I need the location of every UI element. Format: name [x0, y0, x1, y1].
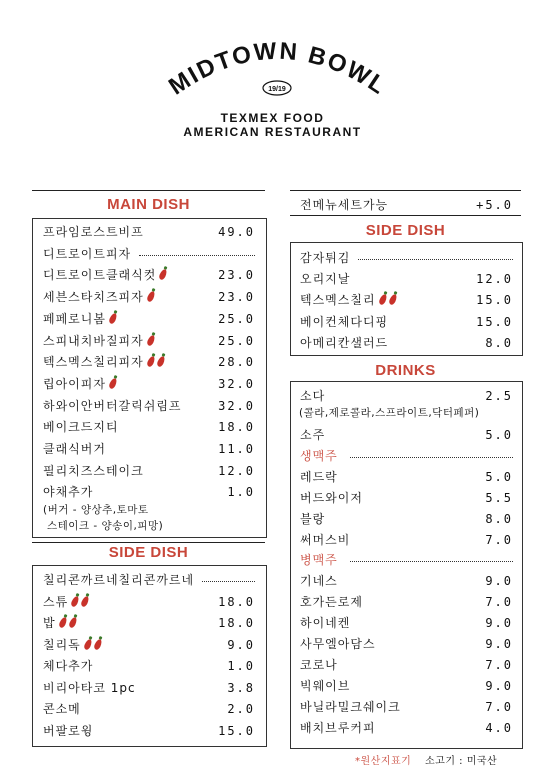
menu-item-price: 3.8: [227, 680, 255, 695]
menu-item-name: 야채추가: [43, 485, 94, 500]
menu-item-price: 1.0: [227, 659, 255, 673]
menu-item: [300, 720, 513, 736]
menu-item-name: 감자튀김: [300, 251, 351, 265]
chili-icon: [108, 377, 118, 390]
menu-item-price: 9.0: [485, 679, 513, 693]
menu-item-price: 15.0: [218, 723, 255, 738]
menu-item: [300, 469, 513, 485]
menu-item: [43, 224, 255, 240]
menu-item: [43, 463, 255, 479]
chili-icon: [378, 294, 388, 307]
menu-item-price: 15.0: [476, 293, 513, 308]
menu-item: [43, 680, 255, 696]
menu-item: [43, 723, 255, 739]
menu-item: [300, 573, 513, 589]
menu-item-price: 9.0: [485, 574, 513, 588]
menu-item-name: 아메리칸샐러드: [300, 335, 389, 350]
menu-item-price: 12.0: [476, 272, 513, 287]
logo-badge: 19/19: [268, 86, 286, 93]
menu-item: [300, 292, 513, 308]
menu-item-price: 9.0: [485, 637, 513, 651]
menu-item-name: 세븐스타치즈피자: [43, 289, 154, 305]
soju-price: 5.0: [485, 428, 513, 442]
menu-item-price: 15.0: [476, 314, 513, 329]
menu-item-price: 1.0: [227, 485, 255, 500]
menu-item: [300, 335, 513, 351]
logo: [0, 0, 545, 150]
menu-item-price: 9.0: [485, 616, 513, 630]
soda-name: 소다: [300, 389, 326, 403]
menu-item-price: 8.0: [485, 335, 513, 350]
menu-item: [43, 441, 255, 457]
bottle-beer-header: [300, 552, 513, 568]
chili-icon: [93, 638, 103, 651]
chili-icon: [68, 616, 78, 629]
side-dish-left-rule: [32, 542, 265, 543]
menu-item-name: 호가든로제: [300, 595, 363, 609]
menu-item: [43, 572, 255, 588]
drinks-title: DRINKS: [375, 362, 436, 379]
menu-item-price: 8.0: [485, 512, 513, 526]
menu-item: [300, 657, 513, 673]
menu-item-name: 디트로이트클래식컷: [43, 267, 166, 283]
leader-dots: [202, 572, 255, 582]
side-dish-left-title: SIDE DISH: [108, 544, 189, 561]
menu-item-price: 7.0: [485, 533, 513, 547]
menu-item-name: 텍스멕스칠리피자: [43, 354, 164, 370]
menu-item-name: 필리치즈스테이크: [43, 463, 144, 478]
set-price: +5.0: [476, 198, 513, 212]
soda-price: 2.5: [485, 389, 513, 403]
menu-item-price: 25.0: [218, 311, 255, 326]
menu-item: [43, 376, 255, 392]
soju-name: 소주: [300, 428, 326, 442]
menu-item-name: 페페로니봄: [43, 311, 116, 327]
origin-text: 소고기 : 미국산: [425, 756, 498, 767]
menu-item: [43, 398, 255, 414]
drinks-soda: [300, 388, 513, 404]
menu-item-name: 베이컨체다디핑: [300, 314, 389, 329]
menu-item-name: 블랑: [300, 512, 326, 526]
menu-item-price: 7.0: [485, 700, 513, 714]
origin-footer: [355, 752, 497, 767]
side-dish-left-box: [32, 565, 267, 747]
menu-item-name: 베이크드지티: [43, 420, 119, 435]
soda-note: (콜라,제로콜라,스프라이트,닥터페퍼): [299, 407, 480, 419]
leader-dots: [358, 250, 513, 260]
menu-item-name: 버팔로윙: [43, 723, 94, 738]
menu-item: [300, 615, 513, 631]
menu-item-name: 텍스멕스칠리: [300, 292, 396, 308]
chili-icon: [156, 355, 166, 368]
set-rule-top: [290, 190, 521, 191]
menu-item: [43, 658, 255, 674]
menu-item: [300, 271, 513, 287]
menu-item: [300, 636, 513, 652]
menu-item-name: 밥: [43, 615, 76, 631]
draft-beer-label: 생맥주: [300, 449, 338, 463]
menu-item-name: 빅웨이브: [300, 679, 351, 693]
menu-item: [300, 678, 513, 694]
chili-icon: [83, 638, 93, 651]
set-rule-bottom: [290, 215, 521, 216]
menu-item-price: 32.0: [218, 376, 255, 391]
set-line: [300, 197, 513, 213]
main-dish-note-2: 스테이크 - 양송이,피망): [47, 520, 164, 532]
menu-item: [300, 511, 513, 527]
menu-item-price: 25.0: [218, 333, 255, 348]
menu-item: [43, 267, 255, 283]
menu-item: [43, 333, 255, 349]
chili-icon: [58, 616, 68, 629]
menu-item-price: 32.0: [218, 398, 255, 413]
menu-item-name: 써머스비: [300, 533, 351, 547]
main-dish-note-1: (버거 - 양상추,토마토: [43, 504, 149, 516]
menu-item: [43, 354, 255, 370]
menu-item-price: 12.0: [218, 463, 255, 478]
menu-item: [300, 490, 513, 506]
menu-item-name: 하와이안버터갈릭쉬림프: [43, 398, 182, 413]
menu-item-name: 버드와이저: [300, 491, 363, 505]
menu-item-price: 23.0: [218, 290, 255, 305]
menu-item: [43, 594, 255, 610]
menu-item-price: 11.0: [218, 442, 255, 456]
menu-item-name: 비리아타코 1pc: [43, 680, 136, 695]
menu-item-price: 23.0: [218, 268, 255, 283]
set-label: 전메뉴세트가능: [300, 198, 389, 212]
chili-icon: [146, 290, 156, 303]
drinks-soju: [300, 427, 513, 443]
menu-item: [43, 246, 255, 262]
menu-item: [43, 311, 255, 327]
menu-item-price: 5.0: [485, 470, 513, 484]
menu-item: [43, 484, 255, 500]
menu-item: [43, 637, 255, 653]
chili-icon: [146, 334, 156, 347]
menu-item-price: 49.0: [218, 225, 255, 239]
main-dish-title: MAIN DISH: [107, 196, 190, 213]
menu-item: [300, 314, 513, 330]
menu-item: [43, 419, 255, 435]
menu-item-name: 클래식버거: [43, 442, 106, 456]
chili-icon: [70, 595, 80, 608]
menu-item-price: 18.0: [218, 616, 255, 630]
menu-item-price: 2.0: [227, 702, 255, 716]
menu-item: [300, 699, 513, 715]
menu-item-name: 코로나: [300, 658, 338, 672]
menu-item-price: 4.0: [485, 721, 513, 735]
menu-item: [43, 615, 255, 631]
chili-icon: [146, 355, 156, 368]
menu-item: [300, 532, 513, 548]
menu-item: [43, 289, 255, 305]
menu-item-name: 칠리콘까르네칠리콘까르네: [43, 573, 195, 587]
menu-item-price: 28.0: [218, 355, 255, 370]
menu-item-price: 18.0: [218, 420, 255, 435]
bottle-dots: [350, 552, 513, 562]
menu-item: [43, 701, 255, 717]
menu-item-price: 5.5: [485, 491, 513, 505]
draft-beer-header: [300, 448, 513, 464]
menu-item: [300, 594, 513, 610]
main-dish-rule: [32, 190, 265, 191]
logo-arc-text: [0, 0, 545, 110]
side-dish-right-title: SIDE DISH: [365, 222, 446, 239]
menu-item-name: 프라임로스트비프: [43, 225, 144, 239]
menu-item-price: 18.0: [218, 594, 255, 609]
menu-item-name: 스튜: [43, 594, 88, 610]
menu-item-name: 사무엘아담스: [300, 637, 376, 651]
menu-item-name: 스피내치바질피자: [43, 333, 154, 349]
menu-item-name: 콘소메: [43, 702, 81, 716]
tagline-american: AMERICAN RESTAURANT: [183, 125, 362, 139]
menu-item-name: 오리지날: [300, 272, 351, 287]
menu-item-name: 배치브루커피: [300, 721, 376, 735]
leader-dots: [139, 246, 255, 256]
menu-item-name: 체다추가: [43, 659, 94, 673]
menu-item-name: 하이네켄: [300, 616, 351, 630]
tagline-texmex: TEXMEX FOOD: [220, 111, 325, 125]
menu-item-price: 7.0: [485, 658, 513, 672]
menu-item-price: 7.0: [485, 595, 513, 609]
menu-item-name: 디트로이트피자: [43, 246, 132, 261]
menu-item: [300, 250, 513, 266]
menu-item-name: 기네스: [300, 574, 338, 588]
logo-text: MIDTOWN BOWL: [164, 37, 392, 101]
menu-item-name: 립아이피자: [43, 376, 116, 392]
menu-item-price: 9.0: [227, 637, 255, 652]
chili-icon: [388, 294, 398, 307]
draft-dots: [350, 448, 513, 458]
chili-icon: [158, 269, 168, 282]
chili-icon: [108, 312, 118, 325]
chili-icon: [80, 595, 90, 608]
menu-item-name: 바닐라밀크쉐이크: [300, 700, 401, 714]
bottle-beer-label: 병맥주: [300, 553, 338, 567]
menu-item-name: 레드락: [300, 470, 338, 484]
origin-label: *원산지표기: [355, 756, 412, 767]
menu-item-name: 칠리독: [43, 637, 101, 653]
